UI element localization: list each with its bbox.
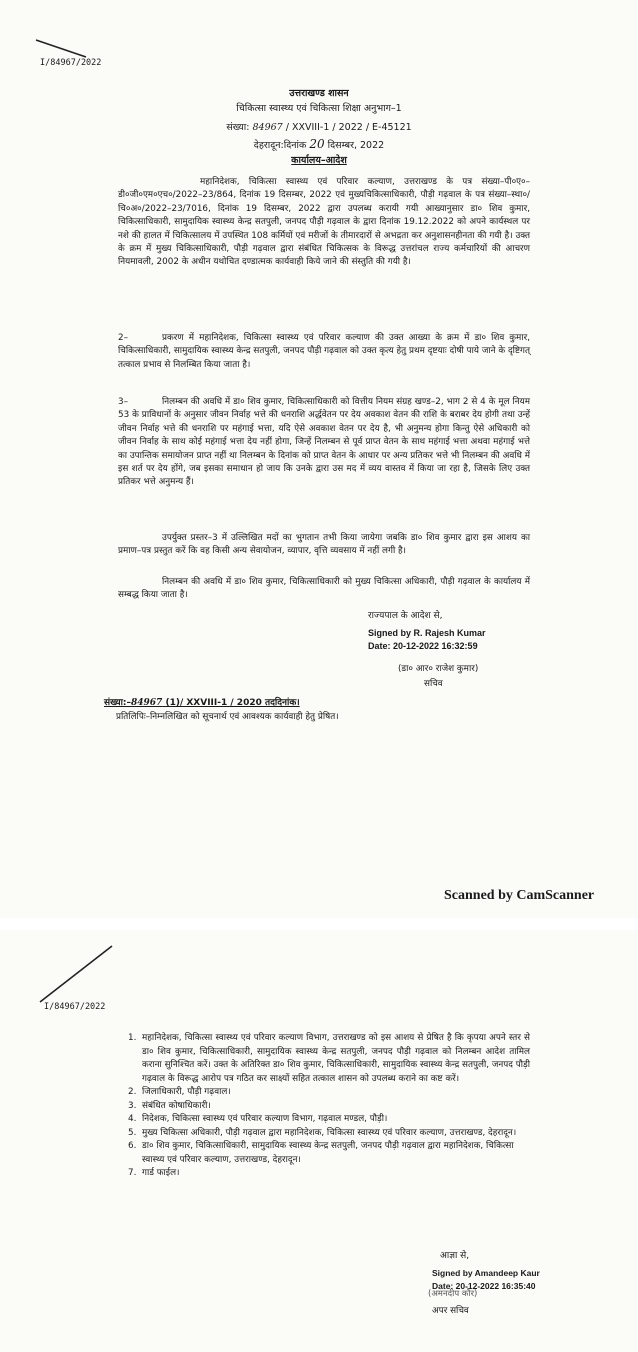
distribution-item: 3. संबंधित कोषाधिकारी। bbox=[128, 1100, 211, 1111]
distribution-list bbox=[128, 1032, 530, 1181]
paragraph-3: निलम्बन की अवधि में डा० शिव कुमार, चिकित्साधिकारी को वित्तीय नियम संग्रह खण्ड–2, भाग 2 से 4 के मूल नियम 53 के प्राविधानों के अनुसार जीवन निर्वाह भत्ते की धनराशि अर्द्धवेतन पर देय अवकाश वेतन की राशि के बराबर देय होगी तथा उन्हें जीवन निर्वाह भत्ते की धनराशि पर महंगाई भत्ता, यदि ऐसे अवकाश वेतन पर देय है, भी अनुमन्य होगा किन्तु ऐसे अधिकारी को जीवन निर्वाह के साथ कोई महंगाई भत्ता देय नहीं होगा, जिन्हें निलम्बन से पूर्व प्राप्त वेतन के साथ महंगाई भत्ता अथवा महंगाई भत्ते का उपान्तिक समायोजन प्राप्त नहीं था निलम्बन के दिनांक को प्राप्त वेतन के आधार पर अन्य प्रतिकर भत्ते भी निलम्बन की अवधि में इस शर्त पर देय होंगे, जब इसका समाधान हो जाय कि उनके द्वारा उस मद में व्यय वास्तव में किया जा रहा है, जिसके लिए उक्त प्रतिकर भत्ते अनुमन्य हैं। bbox=[118, 397, 530, 488]
copy-intro: प्रतिलिपिः–निम्नलिखित को सूचनार्थ एवं आवश्यक कार्यवाही हेतु प्रेषित। bbox=[116, 712, 339, 722]
file-reference: I/84967/2022 bbox=[44, 1002, 106, 1012]
order-number bbox=[150, 120, 488, 133]
distribution-item: 2. जिलाधिकारी, पौड़ी गढ़वाल। bbox=[128, 1087, 231, 1097]
copy-number bbox=[104, 695, 300, 708]
signed-date: Date: 20-12-2022 16:35:40 bbox=[432, 1281, 536, 1291]
diagonal-pen-stroke bbox=[34, 38, 90, 60]
copy-number-label: संख्या:– bbox=[104, 698, 131, 708]
distribution-item: 7. गार्ड फाईल। bbox=[128, 1168, 180, 1178]
paragraph-4: उपर्युक्त प्रस्तर–3 में उल्लिखित मदों का भुगतान तभी किया जायेगा जबकि डा० शिव कुमार द्वारा इस आशय का प्रमाण–पत्र प्रस्तुत करें कि वह किसी अन्य सेवायोजन, व्यापार, वृत्ति व्यवसाय में नहीं लगी है। bbox=[118, 533, 530, 557]
distribution-item: 4. निदेशक, चिकित्सा स्वास्थ्य एवं परिवार कल्याण विभाग, गढ़वाल मण्डल, पौड़ी। bbox=[128, 1114, 388, 1124]
order-title: कार्यालय–आदेश bbox=[291, 155, 347, 166]
signatory-title: अपर सचिव bbox=[432, 1306, 469, 1316]
government-name: उत्तराखण्ड शासन bbox=[289, 88, 349, 99]
digital-signature-1 bbox=[368, 628, 568, 651]
handwritten-date: 20 bbox=[309, 137, 325, 151]
diagonal-pen-stroke bbox=[36, 942, 116, 1006]
copy-handwritten-number: 84967 bbox=[131, 698, 163, 708]
number-label: संख्या: bbox=[226, 122, 250, 133]
distribution-item: 1. महानिदेशक, चिकित्सा स्वास्थ्य एवं परिवार कल्याण विभाग, उत्तराखण्ड को इस आशय से प्रेषित है कि कृपया अपने स्तर से डा० शिव कुमार, चिकित्साधिकारी, सामुदायिक स्वास्थ्य केन्द्र सतपुली, जनपद पौड़ी गढ़वाल को निलम्बन आदेश तामिल कराना सुनिश्चित करें। उक्त के अतिरिक्त डा० शिव कुमार, चिकित्साधिकारी, सामुदायिक स्वास्थ्य केन्द्र सतपुली, जनपद पौड़ी गढ़वाल के विरूद्ध आरोप पत्र गठित कर साक्ष्यों सहित तत्काल शासन को उपलब्ध कराने का कष्ट करें। bbox=[128, 1033, 530, 1084]
place-date-prefix: देहरादून:दिनांक bbox=[253, 140, 307, 151]
place-date bbox=[150, 137, 488, 151]
signed-by: Signed by Amandeep Kaur bbox=[432, 1268, 540, 1278]
signatory-name: (डा० आर० राजेश कुमार) bbox=[398, 664, 479, 674]
signed-by: Signed by R. Rajesh Kumar bbox=[368, 628, 486, 638]
signatory-name: (अमनदीप कौर) bbox=[428, 1289, 478, 1299]
scanner-watermark: Scanned by CamScanner bbox=[444, 888, 595, 903]
copy-number-suffix: (1)/ XXVIII-1 / 2020 तददिनांक। bbox=[165, 698, 300, 708]
distribution-items bbox=[128, 1032, 530, 1181]
by-order-line: आज्ञा से, bbox=[440, 1251, 470, 1261]
paragraph-5: निलम्बन की अवधि में डा० शिव कुमार, चिकित्साधिकारी को मुख्य चिकित्सा अधिकारी, पौड़ी गढ़वाल के कार्यालय में सम्बद्ध किया जाता है। bbox=[118, 577, 530, 601]
distribution-item: 6. डा० शिव कुमार, चिकित्साधिकारी, सामुदायिक स्वास्थ्य केन्द्र सतपुली, जनपद पौड़ी गढ़वाल द्वारा महानिदेशक, चिकित्सा स्वास्थ्य एवं परिवार कल्याण, उत्तराखण्ड, देहरादून। bbox=[128, 1141, 514, 1165]
place-date-suffix: दिसम्बर, 2022 bbox=[327, 140, 385, 151]
distribution-item: 5. मुख्य चिकित्सा अधिकारी, पौड़ी गढ़वाल द्वारा महानिदेशक, चिकित्सा स्वास्थ्य एवं परिवार कल्याण, उत्तराखण्ड, देहरादून। bbox=[128, 1127, 517, 1138]
document-page-2 bbox=[0, 930, 638, 1352]
signatory-title: सचिव bbox=[424, 679, 443, 689]
paragraph-3-number: 3– bbox=[118, 397, 128, 407]
number-suffix: / XXVIII-1 / 2022 / E-45121 bbox=[285, 122, 412, 133]
paragraph-2-number: 2– bbox=[118, 333, 128, 343]
paragraph-1: महानिदेशक, चिकित्सा स्वास्थ्य एवं परिवार कल्याण, उत्तराखण्ड के पत्र संख्या–पी०ए०–डी०जी०एम०एच०/2022–23/864, दिनांक 19 दिसम्बर, 2022 एवं मुख्यचिकित्साधिकारी, पौड़ी गढ़वाल के पत्र संख्या–स्था०/चि०अ०/2022–23/7016, दिनांक 19 दिसम्बर, 2022 द्वारा उपलब्ध करायी गयी आख्यानुसार डा० शिव कुमार, चिकित्साधिकारी, सामुदायिक स्वास्थ्य केन्द्र सतपुली, जनपद पौड़ी गढ़वाल के द्वारा दिनांक 19.12.2022 को अपने कार्यस्थल पर नशे की हालत में चिकित्सालय में उपस्थित 108 कर्मियों एवं मरीजों के तीमारदारों से अभद्रता कर अनुशासनहीनता की गयी है। उक्त के क्रम में मुख्य चिकित्साधिकारी, पौड़ी गढ़वाल द्वारा संबंधित चिकित्सक के विरूद्ध उत्तरांचल राज्य कर्मचारियों की आचरण नियमावली, 2002 के अधीन यथोचित दण्डात्मक कार्यवाही किये जाने की संस्तुति की गयी है। bbox=[118, 177, 530, 268]
file-reference: I/84967/2022 bbox=[40, 58, 102, 68]
handwritten-number: 84967 bbox=[252, 122, 283, 133]
governor-order-line: राज्यपाल के आदेश से, bbox=[368, 611, 443, 621]
paragraph-2: प्रकरण में महानिदेशक, चिकित्सा स्वास्थ्य एवं परिवार कल्याण की उक्त आख्या के क्रम में डा० शिव कुमार, चिकित्साधिकारी, सामुदायिक स्वास्थ्य केन्द्र सतपुली, जनपद पौड़ी गढ़वाल को उक्त कृत्य हेतु प्रथम दृष्टयाः दोषी पाये जाने के दृष्टिगत् तत्काल प्रभाव से निलम्बित किया जाता है। bbox=[118, 333, 530, 370]
page-separator bbox=[0, 918, 638, 930]
department-name: चिकित्सा स्वास्थ्य एवं चिकित्सा शिक्षा अनुभाग–1 bbox=[236, 103, 402, 114]
signed-date: Date: 20-12-2022 16:32:59 bbox=[368, 641, 478, 651]
